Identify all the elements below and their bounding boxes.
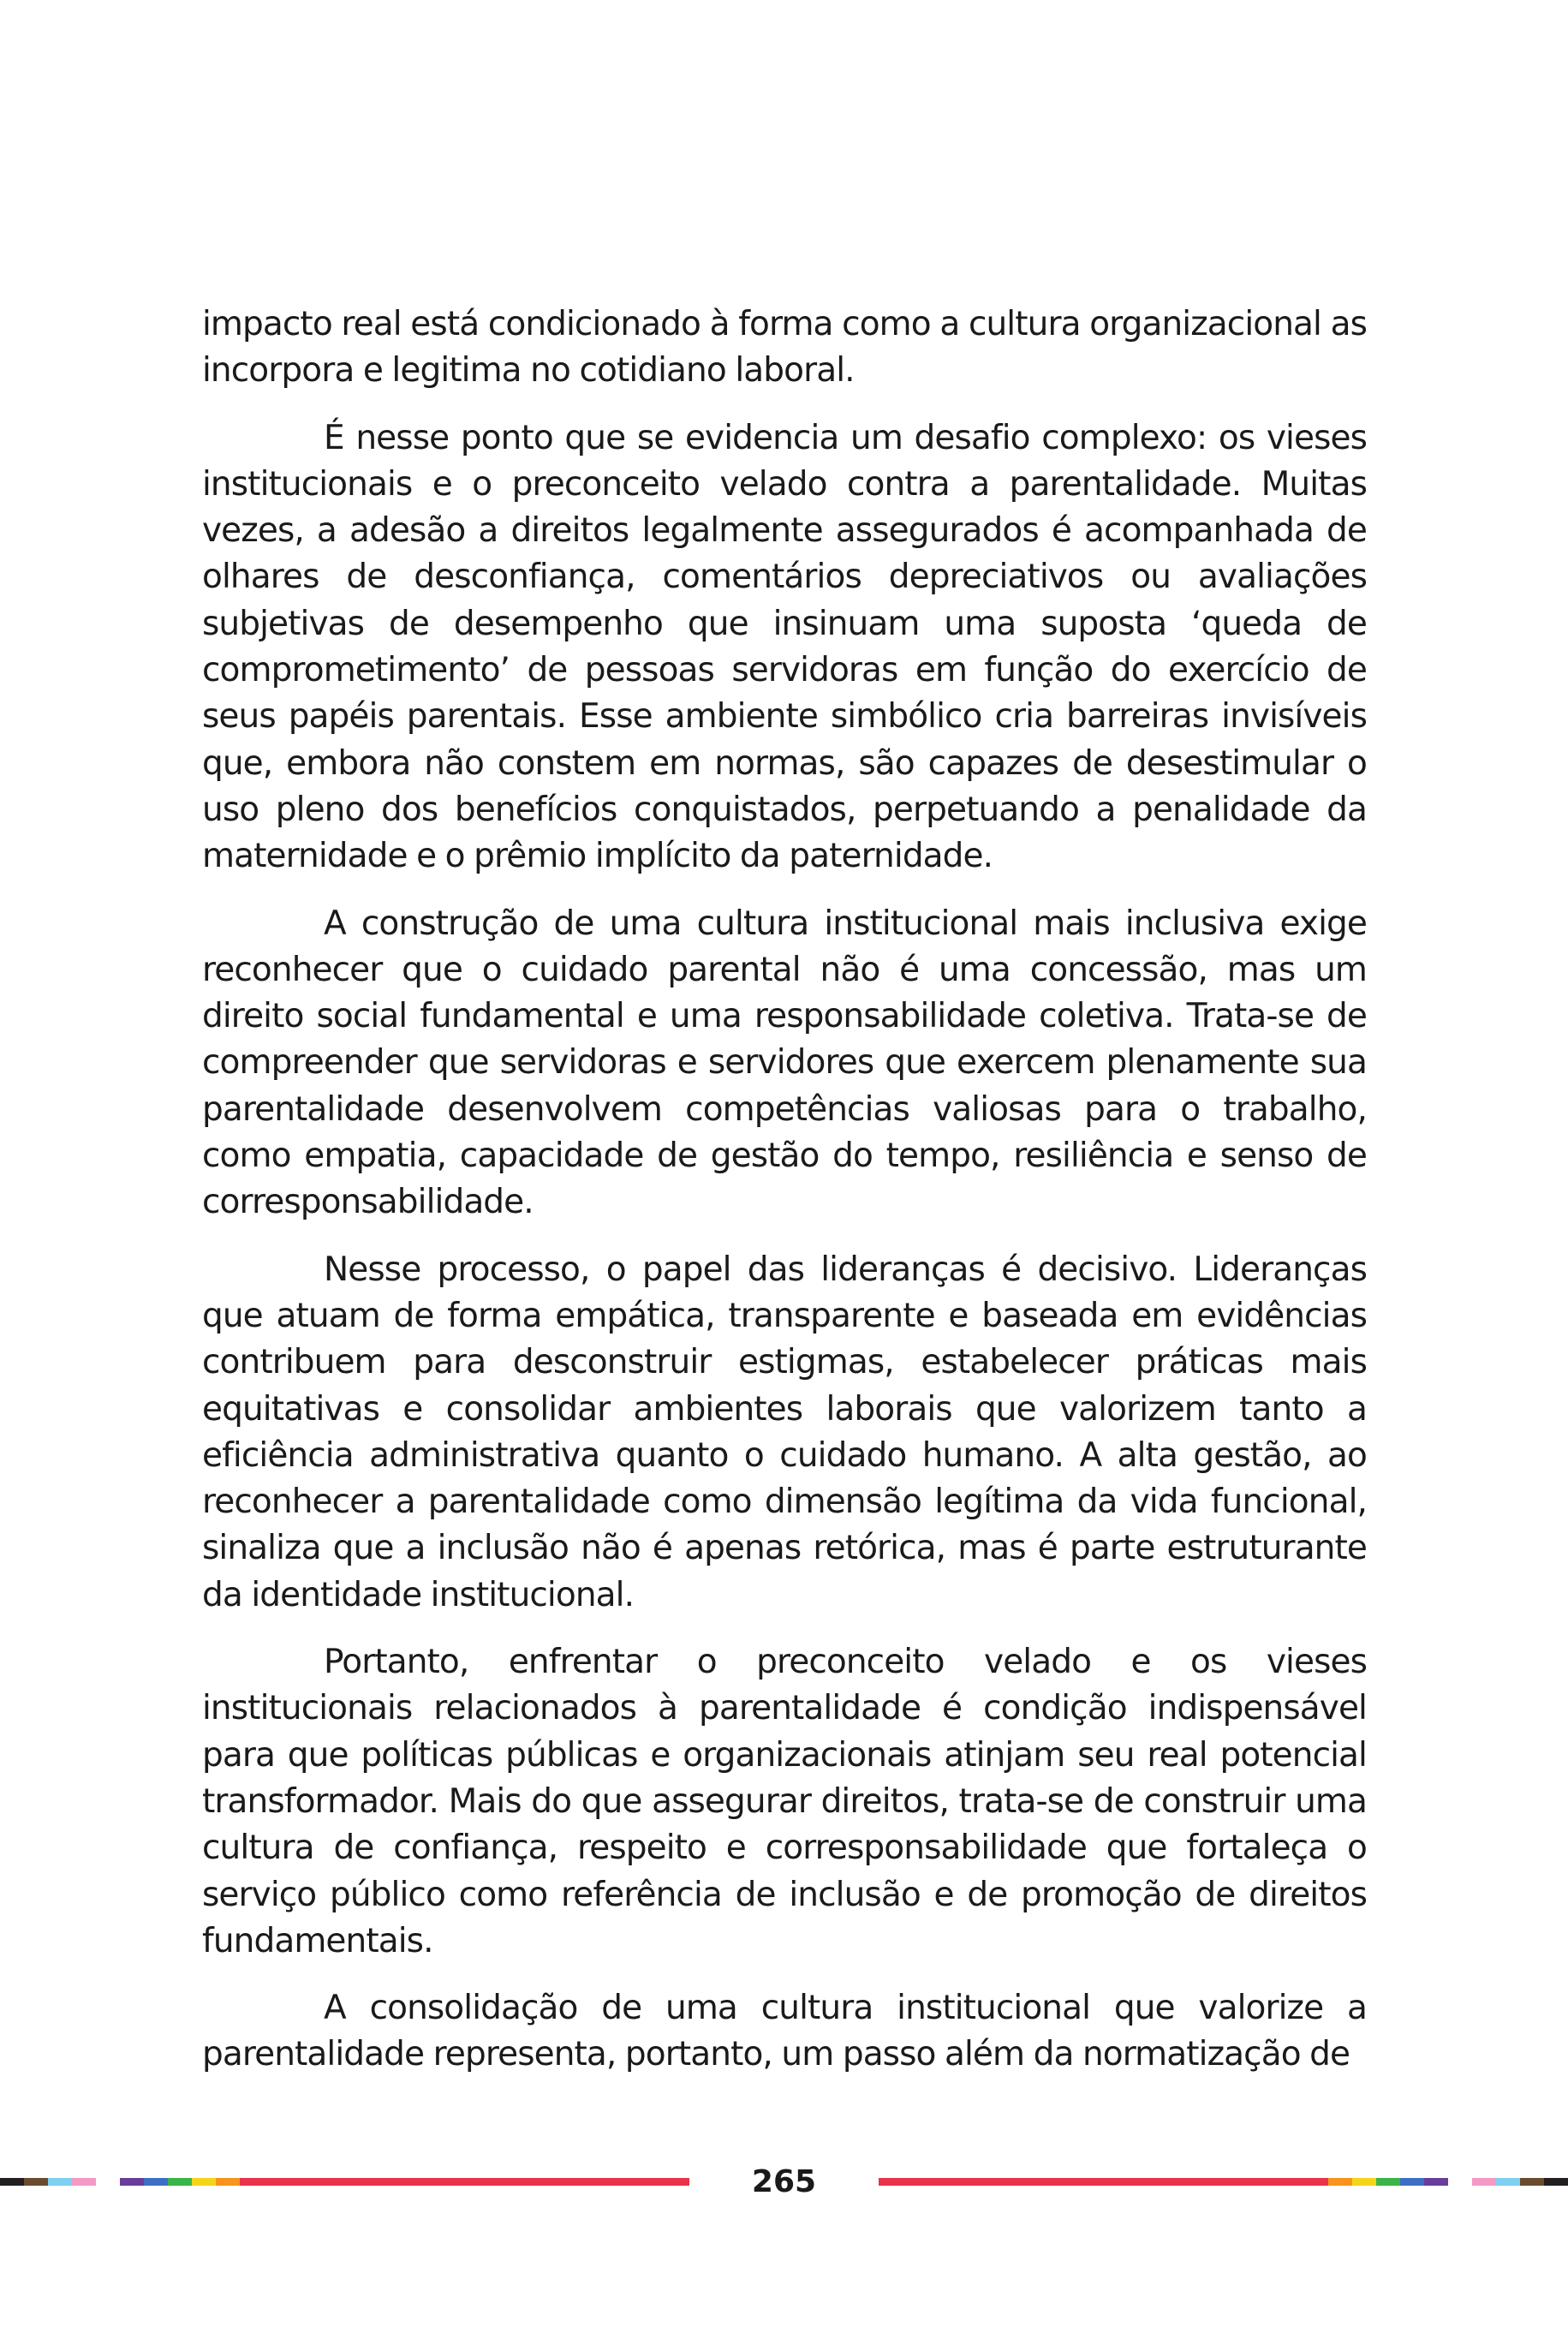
paragraph-6: A consolidação de uma cultura institucional que valorize a parentalidade representa, portanto, um passo além da normatização de	[202, 1989, 1367, 2074]
color-segment-gap	[1448, 2178, 1472, 2186]
page-number: 265	[751, 2164, 817, 2199]
color-segment-red-long	[879, 2178, 1328, 2186]
page-footer	[0, 2163, 1568, 2201]
paragraph-5: Portanto, enfrentar o preconceito velado e os vieses institucionais relacionados à parentalidade é condição indispensável para que políticas públicas e organizacionais atinjam seu real potencial transformador. Mais do que assegurar direitos, trata-se de construir uma cultura de confiança, respeito e corresponsabilidade que fortaleça o serviço público como referência de inclusão e de promoção de direitos fundamentais.	[202, 1643, 1367, 1960]
color-segment-light-blue	[1496, 2178, 1520, 2186]
paragraph-1: impacto real está condicionado à forma como a cultura organizacional as incorpora e legitima no cotidiano laboral.	[202, 305, 1367, 391]
color-segment-blue	[1400, 2178, 1424, 2186]
paragraph-2: É nesse ponto que se evidencia um desafio complexo: os vieses institucionais e o preconceito velado contra a parentalidade. Muitas vezes, a adesão a direitos legalmente assegurados é acompanhada de olhares de desconfiança, comentários depreciativos ou avaliações subjetivas de desempenho que insinuam uma suposta ‘queda de comprometimento’ de pessoas servidoras em função do exercício de seus papéis parentais. Esse ambiente simbólico cria barreiras invisíveis que, embora não constem em normas, são capazes de desestimular o uso pleno dos benefícios conquistados, perpetuando a penalidade da maternidade e o prêmio implícito da paternidade.	[202, 418, 1367, 876]
footer-color-bar-right	[879, 2178, 1568, 2186]
color-segment-brown	[1520, 2178, 1544, 2186]
color-segment-purple	[1424, 2178, 1448, 2186]
color-segment-pink	[1472, 2178, 1496, 2186]
paragraph-3: A construção de uma cultura institucional mais inclusiva exige reconhecer que o cuidado parental não é uma concessão, mas um direito social fundamental e uma responsabilidade coletiva. Trata-se de compreender que servidoras e servidores que exercem plenamente sua parentalidade desenvolvem competências valiosas para o trabalho, como empatia, capacidade de gestão do tempo, resiliência e senso de corresponsabilidade.	[202, 904, 1367, 1222]
color-segment-orange	[1328, 2178, 1352, 2186]
color-segment-yellow	[1352, 2178, 1376, 2186]
paragraph-4: Nesse processo, o papel das lideranças é decisivo. Lideranças que atuam de forma empática, transparente e baseada em evidências contribuem para desconstruir estigmas, estabelecer práticas mais equitativas e consolidar ambientes laborais que valorizem tanto a eficiência administrativa quanto o cuidado humano. A alta gestão, ao reconhecer a parentalidade como dimensão legítima da vida funcional, sinaliza que a inclusão não é apenas retórica, mas é parte estruturante da identidade institucional.	[202, 1250, 1367, 1614]
color-segment-black	[1544, 2178, 1568, 2186]
color-segment-green	[1376, 2178, 1400, 2186]
body-text	[202, 301, 1367, 2099]
